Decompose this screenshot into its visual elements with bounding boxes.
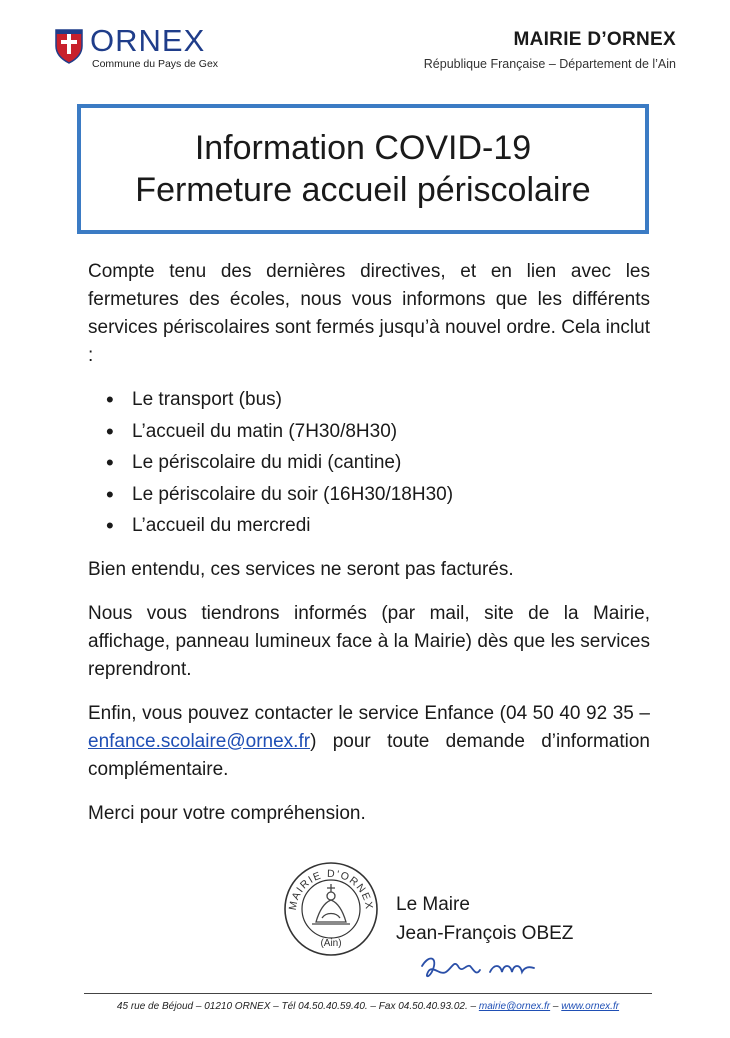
footer-divider bbox=[84, 993, 652, 994]
signer-name: Jean-François OBEZ bbox=[396, 923, 574, 944]
title-line-1: Information COVID-19 bbox=[194, 129, 532, 167]
footer-address: 45 rue de Béjoud – 01210 ORNEX – Tél 04.50.40.59.40. – Fax 04.50.40.93.02. – bbox=[116, 1001, 479, 1012]
information-paragraph: Nous vous tiendrons informés (par mail, site de la Mairie, affichage, panneau lumineux face à la Mairie) dès que les services reprendront. bbox=[88, 602, 650, 680]
signer-role: Le Maire bbox=[396, 894, 470, 915]
logo-subtitle: Commune du Pays de Gex bbox=[92, 58, 219, 70]
letter-body bbox=[88, 258, 650, 844]
mairie-seal-stamp bbox=[282, 860, 380, 958]
mairie-title: MAIRIE D’ORNEX bbox=[513, 29, 676, 50]
services-list bbox=[88, 384, 650, 542]
handwritten-signature bbox=[414, 950, 544, 986]
list-item: • L’accueil du matin (7H30/8H30) bbox=[106, 416, 650, 448]
mairie-subtitle: République Française – Département de l’Ain bbox=[423, 57, 676, 71]
list-item: • Le transport (bus) bbox=[106, 384, 650, 416]
footer-website-link[interactable]: www.ornex.fr bbox=[561, 1001, 620, 1012]
thanks-paragraph: Merci pour votre compréhension. bbox=[88, 802, 366, 824]
coat-of-arms-icon bbox=[54, 28, 84, 64]
page-footer bbox=[84, 1001, 652, 1012]
contact-email-link[interactable]: enfance.scolaire@ornex.fr bbox=[88, 730, 311, 752]
contact-text-after: ) pour toute demande d’information complémentaire. bbox=[88, 730, 650, 780]
document-title-box bbox=[77, 104, 649, 234]
signer-info bbox=[396, 890, 573, 948]
intro-paragraph: Compte tenu des dernières directives, et en lien avec les fermetures des écoles, nous vous informons que les différents services périscolaires sont fermés jusqu’à nouvel ordre. Cela inclut : bbox=[88, 261, 650, 366]
page-header bbox=[54, 23, 676, 76]
svg-text:MAIRIE D'ORNEX: MAIRIE D'ORNEX bbox=[286, 867, 376, 912]
logo-wordmark: ORNEX bbox=[90, 23, 206, 58]
contact-text-before: Enfin, vous pouvez contacter le service Enfance (04 50 40 92 35 – bbox=[88, 702, 650, 724]
list-item: • Le périscolaire du midi (cantine) bbox=[106, 447, 650, 479]
billing-paragraph: Bien entendu, ces services ne seront pas facturés. bbox=[88, 558, 514, 580]
footer-separator: – bbox=[550, 1001, 562, 1012]
list-item: • L’accueil du mercredi bbox=[106, 510, 650, 542]
signature-block bbox=[282, 860, 622, 990]
title-line-2: Fermeture accueil périscolaire bbox=[135, 171, 591, 209]
mairie-heading bbox=[424, 28, 676, 72]
footer-email-link[interactable]: mairie@ornex.fr bbox=[478, 1001, 551, 1012]
contact-paragraph bbox=[88, 700, 650, 784]
svg-text:(Ain): (Ain) bbox=[320, 938, 342, 949]
ornex-logo bbox=[54, 23, 284, 74]
list-item: • Le périscolaire du soir (16H30/18H30) bbox=[106, 479, 650, 511]
